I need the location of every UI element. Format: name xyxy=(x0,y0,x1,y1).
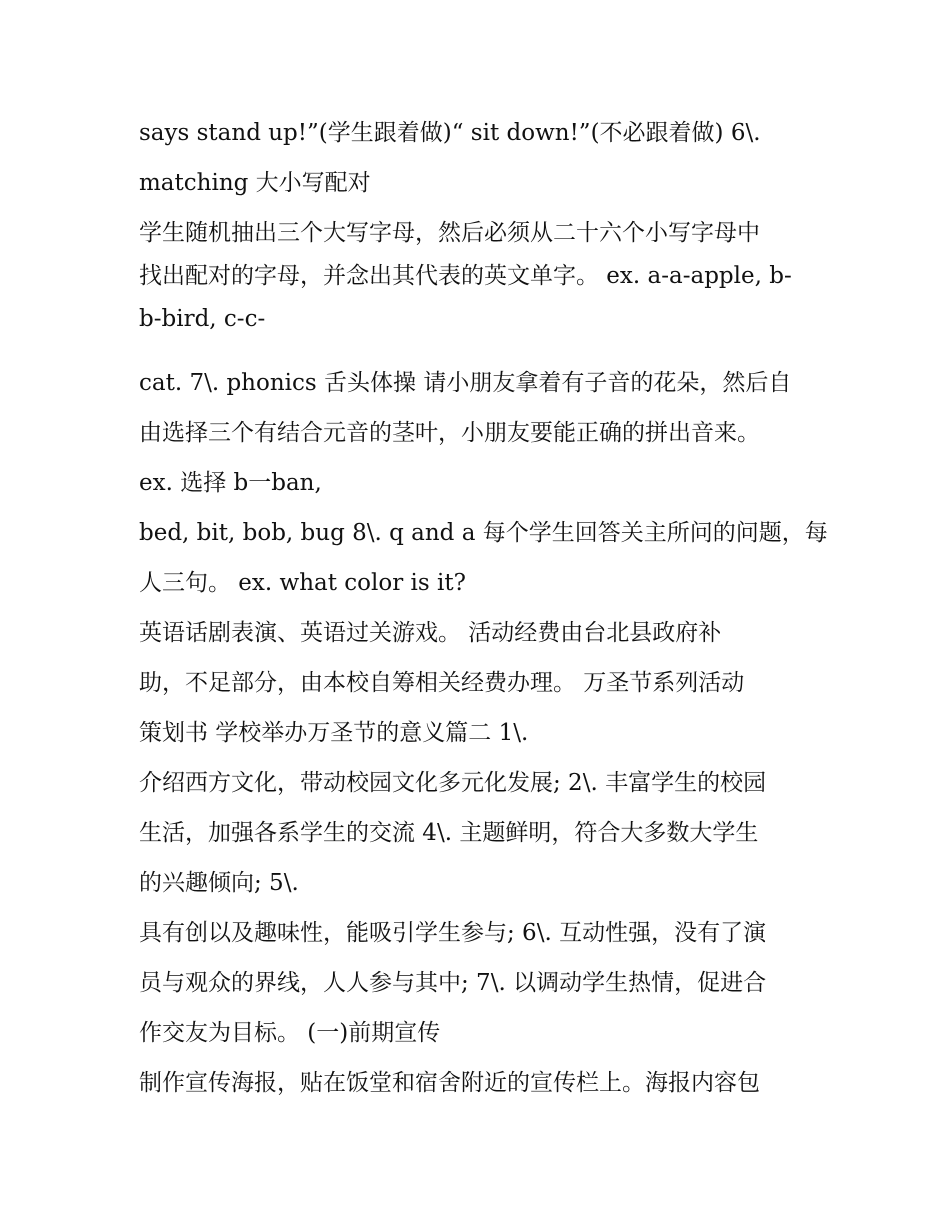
text-line: matching 大小写配对 xyxy=(139,170,371,196)
text-line: 助，不足部分，由本校自筹相关经费办理。 万圣节系列活动 xyxy=(139,670,745,696)
text-line: 人三句。 ex. what color is it? xyxy=(139,570,466,596)
text-line: 具有创以及趣味性，能吸引学生参与; 6\. 互动性强，没有了演 xyxy=(139,920,767,946)
text-line: 作交友为目标。 (一)前期宣传 xyxy=(139,1020,441,1046)
text-line: 学生随机抽出三个大写字母，然后必须从二十六个小写字母中 xyxy=(139,220,760,246)
text-line: bed, bit, bob, bug 8\. q and a 每个学生回答关主所问的问题，每 xyxy=(139,520,828,546)
text-line: 制作宣传海报，贴在饭堂和宿舍附近的宣传栏上。海报内容包 xyxy=(139,1070,760,1096)
text-line: says stand up!”(学生跟着做)“ sit down!”(不必跟着做) 6\. xyxy=(139,120,761,146)
text-line: cat. 7\. phonics 舌头体操 请小朋友拿着有子音的花朵，然后自 xyxy=(139,370,792,396)
text-line: 找出配对的字母，并念出其代表的英文单字。 ex. a-a-apple, b- xyxy=(139,263,792,289)
text-line: 策划书 学校举办万圣节的意义篇二 1\. xyxy=(139,720,529,746)
text-line: 员与观众的界线，人人参与其中; 7\. 以调动学生热情，促进合 xyxy=(139,970,767,996)
text-line: 英语话剧表演、英语过关游戏。 活动经费由台北县政府补 xyxy=(139,620,722,646)
text-line: 由选择三个有结合元音的茎叶，小朋友要能正确的拼出音来。 xyxy=(139,420,760,446)
text-line: b-bird, c-c- xyxy=(139,306,266,332)
text-line: 的兴趣倾向; 5\. xyxy=(139,870,299,896)
text-line: 介绍西方文化，带动校园文化多元化发展; 2\. 丰富学生的校园 xyxy=(139,770,767,796)
text-line: 生活，加强各系学生的交流 4\. 主题鲜明，符合大多数大学生 xyxy=(139,820,759,846)
text-line: ex. 选择 b一ban, xyxy=(139,470,322,496)
document-body xyxy=(139,108,828,1108)
